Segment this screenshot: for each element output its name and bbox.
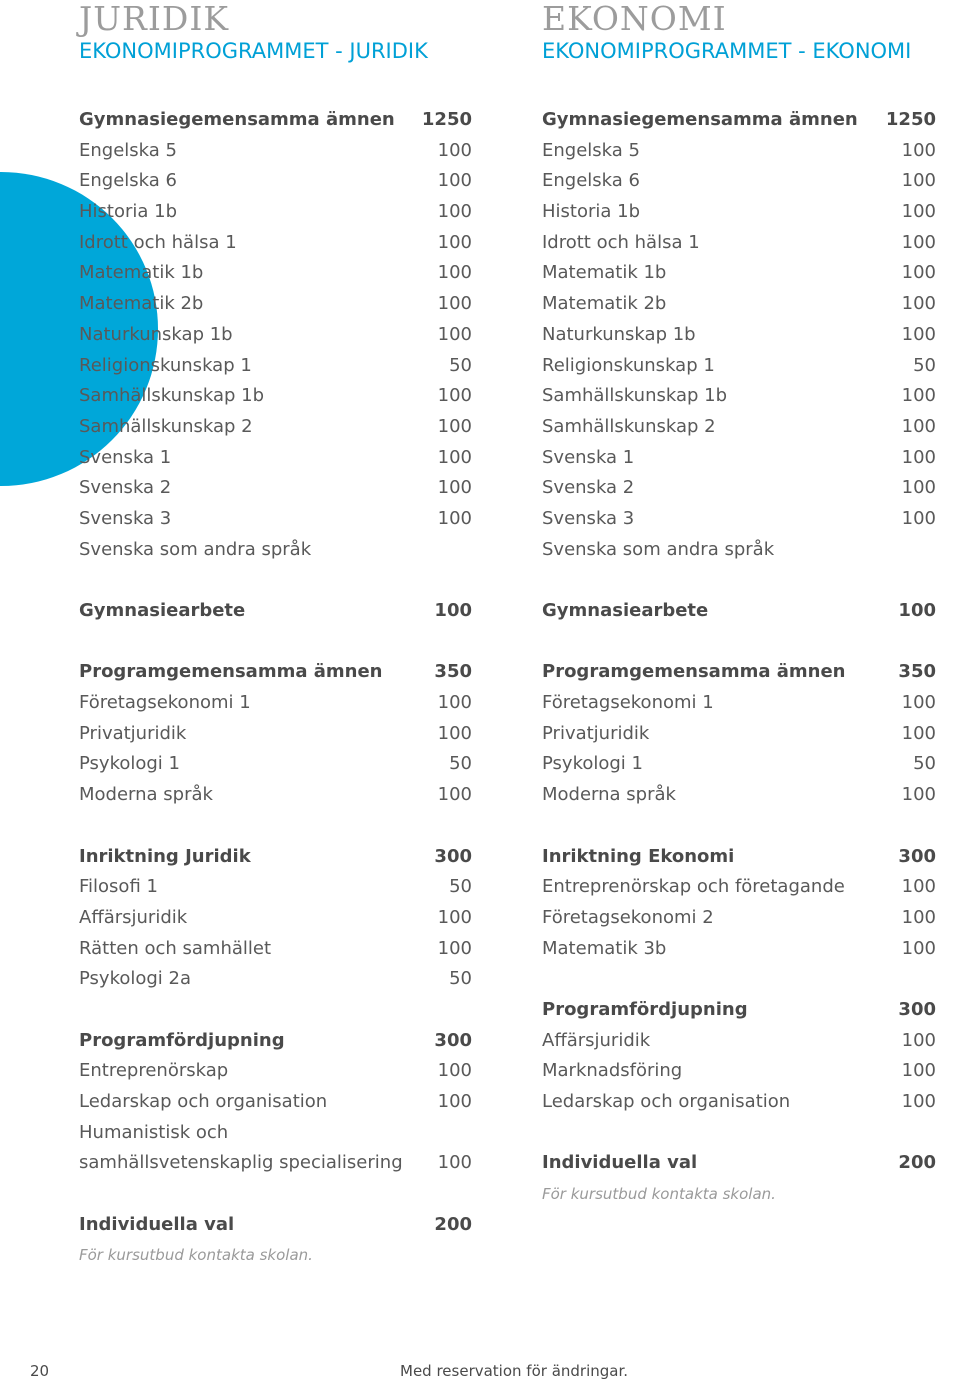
course-row xyxy=(79,780,472,811)
course-section xyxy=(79,1210,472,1271)
section-heading-row xyxy=(542,995,936,1026)
course-name: Svenska 1 xyxy=(79,446,172,468)
course-points: 100 xyxy=(437,1060,472,1082)
course-row xyxy=(542,381,936,412)
course-sections xyxy=(542,105,936,1240)
course-section xyxy=(79,842,472,995)
course-points: 100 xyxy=(437,139,472,161)
course-row xyxy=(542,351,936,382)
section-points: 1250 xyxy=(421,109,472,130)
course-name: Svenska 3 xyxy=(542,507,635,529)
course-points: 100 xyxy=(901,784,936,806)
course-row xyxy=(79,688,472,719)
course-points: 100 xyxy=(901,1029,936,1051)
course-points: 100 xyxy=(901,722,936,744)
section-heading-row xyxy=(542,105,936,136)
section-heading: Individuella val xyxy=(542,1152,698,1174)
course-row xyxy=(79,166,472,197)
course-row xyxy=(542,688,936,719)
course-row xyxy=(542,136,936,167)
course-sections xyxy=(79,105,472,1302)
course-name: Matematik 1b xyxy=(542,262,667,284)
course-points: 100 xyxy=(901,446,936,468)
course-row xyxy=(79,964,472,995)
course-name: Psykologi 1 xyxy=(542,753,643,775)
course-name: Idrott och hälsa 1 xyxy=(79,231,237,253)
course-points: 100 xyxy=(901,293,936,315)
section-heading-row xyxy=(79,842,472,873)
course-points: 100 xyxy=(437,385,472,407)
course-section xyxy=(79,105,472,565)
course-name: Filosofi 1 xyxy=(79,876,158,898)
course-row xyxy=(79,1148,472,1179)
course-points: 100 xyxy=(437,170,472,192)
course-row xyxy=(542,166,936,197)
course-name: Affärsjuridik xyxy=(79,906,188,928)
section-heading: Gymnasiegemensamma ämnen xyxy=(542,109,858,130)
course-row xyxy=(79,197,472,228)
section-points: 300 xyxy=(898,845,936,867)
course-row xyxy=(542,1056,936,1087)
course-points: 100 xyxy=(437,784,472,806)
course-points: 100 xyxy=(437,937,472,959)
course-name: Privatjuridik xyxy=(542,722,650,744)
course-name: Engelska 5 xyxy=(79,139,177,161)
section-heading: Gymnasiearbete xyxy=(79,600,246,621)
section-heading-row xyxy=(542,657,936,688)
course-row xyxy=(79,1118,472,1149)
section-heading: Gymnasiearbete xyxy=(542,600,709,621)
section-points: 350 xyxy=(898,661,936,683)
course-section xyxy=(542,105,936,565)
section-points: 1250 xyxy=(885,109,936,130)
course-points: 100 xyxy=(437,477,472,499)
course-points: 100 xyxy=(437,906,472,928)
course-row xyxy=(542,258,936,289)
section-heading-row xyxy=(79,596,472,627)
course-row xyxy=(79,1056,472,1087)
course-points: 100 xyxy=(437,293,472,315)
course-row xyxy=(79,136,472,167)
course-points: 100 xyxy=(437,231,472,253)
course-points: 100 xyxy=(901,139,936,161)
section-heading: Individuella val xyxy=(79,1213,235,1235)
section-heading-row xyxy=(542,842,936,873)
course-name: Samhällskunskap 1b xyxy=(79,385,265,407)
column-subtitle: EKONOMIPROGRAMMET - JURIDIK xyxy=(79,39,428,63)
section-heading: Programgemensamma ämnen xyxy=(542,661,846,683)
section-heading-row xyxy=(79,105,472,136)
course-name: Religionskunskap 1 xyxy=(542,354,715,376)
course-name: Engelska 6 xyxy=(542,170,640,192)
course-name: Företagsekonomi 2 xyxy=(542,906,714,928)
course-row xyxy=(79,934,472,965)
course-points: 100 xyxy=(437,323,472,345)
course-points: 50 xyxy=(449,354,472,376)
course-points: 100 xyxy=(901,692,936,714)
course-name: Historia 1b xyxy=(79,201,178,223)
course-row xyxy=(79,228,472,259)
course-points: 100 xyxy=(901,231,936,253)
course-points: 50 xyxy=(449,968,472,990)
course-row xyxy=(79,443,472,474)
course-points: 100 xyxy=(901,201,936,223)
course-row xyxy=(79,351,472,382)
course-name: Samhällskunskap 1b xyxy=(542,385,728,407)
course-points: 100 xyxy=(901,477,936,499)
course-name: Samhällskunskap 2 xyxy=(79,415,253,437)
course-name: Svenska som andra språk xyxy=(79,538,312,560)
course-points: 100 xyxy=(901,385,936,407)
course-points: 100 xyxy=(437,262,472,284)
footer-note: Med reservation för ändringar. xyxy=(400,1362,629,1380)
section-points: 100 xyxy=(434,600,472,621)
course-points: 100 xyxy=(437,1152,472,1174)
course-row xyxy=(542,289,936,320)
course-name: Humanistisk och xyxy=(79,1121,229,1143)
course-name: Entreprenörskap och företagande xyxy=(542,876,845,898)
section-points: 300 xyxy=(898,998,936,1020)
course-points: 100 xyxy=(437,201,472,223)
course-name: Svenska 3 xyxy=(79,507,172,529)
section-heading: Gymnasiegemensamma ämnen xyxy=(79,109,395,130)
section-heading-row xyxy=(79,657,472,688)
course-row xyxy=(542,749,936,780)
course-name: Svenska 2 xyxy=(79,477,172,499)
course-name: Moderna språk xyxy=(79,784,213,806)
course-section xyxy=(542,596,936,627)
section-heading-row xyxy=(542,596,936,627)
course-section xyxy=(542,842,936,965)
section-points: 300 xyxy=(434,845,472,867)
course-section xyxy=(79,657,472,810)
course-name: Psykologi 2a xyxy=(79,968,192,990)
section-heading: Inriktning Juridik xyxy=(79,845,251,867)
course-name: Historia 1b xyxy=(542,201,641,223)
course-name: Rätten och samhället xyxy=(79,937,272,959)
course-points: 100 xyxy=(901,876,936,898)
course-points: 100 xyxy=(437,1091,472,1112)
course-section xyxy=(542,995,936,1118)
section-heading-row xyxy=(79,1026,472,1057)
course-points: 50 xyxy=(913,753,936,775)
course-name: Religionskunskap 1 xyxy=(79,354,252,376)
section-heading: Programfördjupning xyxy=(542,998,748,1020)
course-row xyxy=(79,749,472,780)
course-row xyxy=(79,258,472,289)
course-name: Svenska 2 xyxy=(542,477,635,499)
course-name: Engelska 5 xyxy=(542,139,640,161)
course-name: Matematik 3b xyxy=(542,937,667,959)
course-points: 100 xyxy=(437,507,472,529)
course-name: Svenska 1 xyxy=(542,446,635,468)
course-row xyxy=(542,504,936,535)
course-points: 100 xyxy=(901,323,936,345)
course-row xyxy=(542,872,936,903)
course-name: Engelska 6 xyxy=(79,170,177,192)
course-row xyxy=(79,381,472,412)
course-row xyxy=(79,320,472,351)
course-row xyxy=(79,535,472,566)
course-name: Matematik 2b xyxy=(542,293,667,315)
course-row xyxy=(542,719,936,750)
course-points: 100 xyxy=(901,507,936,529)
section-points: 200 xyxy=(434,1213,472,1235)
course-points: 50 xyxy=(913,354,936,376)
course-name: Ledarskap och organisation xyxy=(79,1091,328,1112)
course-section xyxy=(79,596,472,627)
section-points: 200 xyxy=(898,1152,936,1174)
page-number: 20 xyxy=(30,1362,50,1380)
course-row xyxy=(79,1087,472,1118)
section-note: För kursutbud kontakta skolan. xyxy=(79,1246,313,1265)
course-row xyxy=(79,504,472,535)
course-name: Matematik 1b xyxy=(79,262,204,284)
course-points: 100 xyxy=(901,1060,936,1082)
course-name: Marknadsföring xyxy=(542,1060,683,1082)
course-row xyxy=(542,1087,936,1118)
course-row xyxy=(542,197,936,228)
course-name: Privatjuridik xyxy=(79,722,187,744)
course-row xyxy=(542,1026,936,1057)
course-points: 100 xyxy=(901,1091,936,1112)
course-name: Ledarskap och organisation xyxy=(542,1091,791,1112)
course-points: 50 xyxy=(449,876,472,898)
course-name: Moderna språk xyxy=(542,784,676,806)
course-name: Matematik 2b xyxy=(79,293,204,315)
course-row xyxy=(542,443,936,474)
column-title: JURIDIK xyxy=(79,0,230,38)
section-points: 300 xyxy=(434,1029,472,1051)
course-section xyxy=(79,1026,472,1179)
course-row xyxy=(79,289,472,320)
course-row xyxy=(79,412,472,443)
course-row xyxy=(79,473,472,504)
section-heading-row xyxy=(79,1210,472,1241)
course-row xyxy=(542,780,936,811)
course-name: Affärsjuridik xyxy=(542,1029,651,1051)
course-row xyxy=(542,934,936,965)
course-row xyxy=(542,412,936,443)
course-name: Naturkunskap 1b xyxy=(79,323,233,345)
course-row xyxy=(542,473,936,504)
course-points: 100 xyxy=(901,170,936,192)
course-name: Företagsekonomi 1 xyxy=(542,692,714,714)
course-name: Idrott och hälsa 1 xyxy=(542,231,700,253)
course-points: 100 xyxy=(901,906,936,928)
course-name: Naturkunskap 1b xyxy=(542,323,696,345)
course-section xyxy=(542,1148,936,1209)
course-name: Svenska som andra språk xyxy=(542,538,775,560)
section-heading: Programgemensamma ämnen xyxy=(79,661,383,683)
column-title: EKONOMI xyxy=(542,0,727,38)
section-note: För kursutbud kontakta skolan. xyxy=(542,1185,776,1204)
course-row xyxy=(79,872,472,903)
column-subtitle: EKONOMIPROGRAMMET - EKONOMI xyxy=(542,39,912,63)
section-heading: Inriktning Ekonomi xyxy=(542,845,735,867)
course-name: Företagsekonomi 1 xyxy=(79,692,251,714)
course-row xyxy=(542,228,936,259)
course-points: 100 xyxy=(901,415,936,437)
course-points: 100 xyxy=(437,415,472,437)
course-points: 50 xyxy=(449,753,472,775)
course-row xyxy=(542,535,936,566)
course-row xyxy=(542,320,936,351)
course-points: 100 xyxy=(437,722,472,744)
section-points: 350 xyxy=(434,661,472,683)
course-row xyxy=(79,903,472,934)
course-points: 100 xyxy=(901,937,936,959)
course-points: 100 xyxy=(901,262,936,284)
course-section xyxy=(542,657,936,810)
course-name: Entreprenörskap xyxy=(79,1060,229,1082)
course-row xyxy=(79,719,472,750)
section-heading-row xyxy=(542,1148,936,1179)
section-heading: Programfördjupning xyxy=(79,1029,285,1051)
course-name: Samhällskunskap 2 xyxy=(542,415,716,437)
course-name: samhällsvetenskaplig specialisering xyxy=(79,1152,403,1174)
course-points: 100 xyxy=(437,446,472,468)
course-points: 100 xyxy=(437,692,472,714)
course-name: Psykologi 1 xyxy=(79,753,180,775)
section-points: 100 xyxy=(898,600,936,621)
course-row xyxy=(542,903,936,934)
